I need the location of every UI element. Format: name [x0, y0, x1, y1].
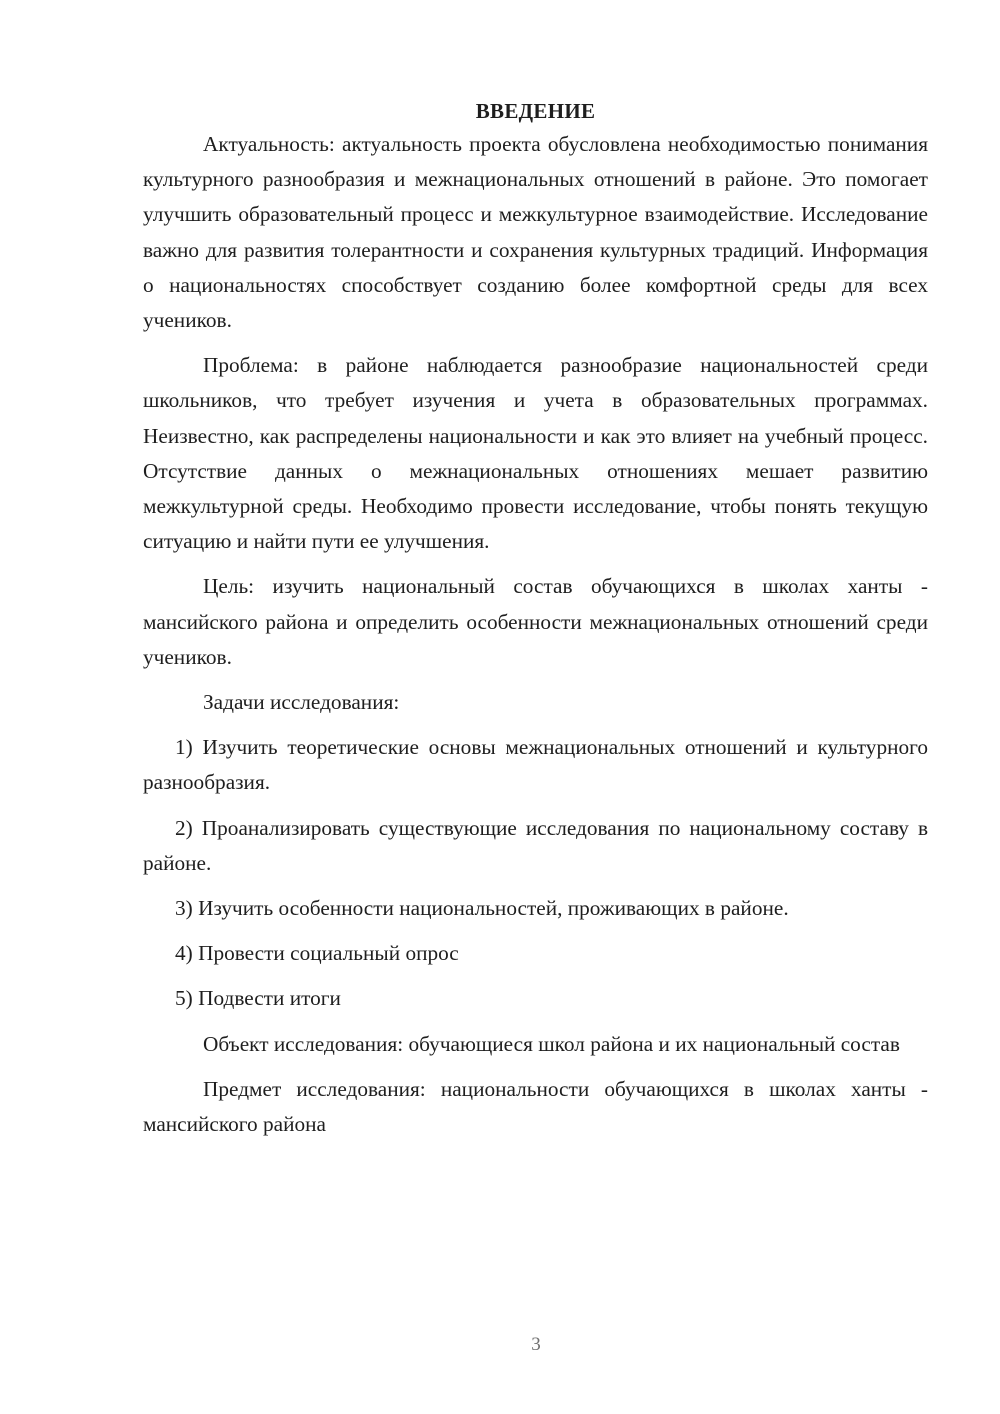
paragraph-problem: Проблема: в районе наблюдается разнообразие национальностей среди школьников, что требует изучения и учета в образовательных программах. Неизвестно, как распределены национальности и как это влияет на учебный процесс. Отсутствие данных о межнациональных отношениях мешает развитию межкультурной среды. Необходимо провести исследование, чтобы понять текущую ситуацию и найти пути ее улучшения.: [143, 353, 928, 554]
task-item: 1) Изучить теоретические основы межнациональных отношений и культурного разнообразия.: [143, 735, 928, 795]
task-item: 5) Подвести итоги: [175, 986, 341, 1011]
tasks-heading: Задачи исследования:: [203, 690, 400, 715]
task-item: 4) Провести социальный опрос: [175, 941, 459, 966]
paragraph-object: Объект исследования: обучающиеся школ района и их национальный состав: [203, 1031, 900, 1056]
paragraph-relevance: Актуальность: актуальность проекта обусловлена необходимостью понимания культурного разнообразия и межнациональных отношений в районе. Это помогает улучшить образовательный процесс и межкультурное взаимодействие. Исследование важно для развития толерантности и сохранения культурных традиций. Информация о национальностях способствует созданию более комфортной среды для всех учеников.: [143, 132, 928, 333]
task-item: 3) Изучить особенности национальностей, проживающих в районе.: [175, 896, 789, 921]
section-title: ВВЕДЕНИЕ: [475, 99, 596, 123]
page-number: 3: [531, 1334, 541, 1355]
paragraph-goal: Цель: изучить национальный состав обучающихся в школах ханты - мансийского района и определить особенности межнациональных отношений среди учеников.: [143, 574, 928, 669]
paragraph-subject: Предмет исследования: национальности обучающихся в школах ханты - мансийского района: [143, 1076, 928, 1137]
document-page: [143, 95, 928, 1142]
task-item: 2) Проанализировать существующие исследования по национальному составу в районе.: [143, 815, 928, 875]
